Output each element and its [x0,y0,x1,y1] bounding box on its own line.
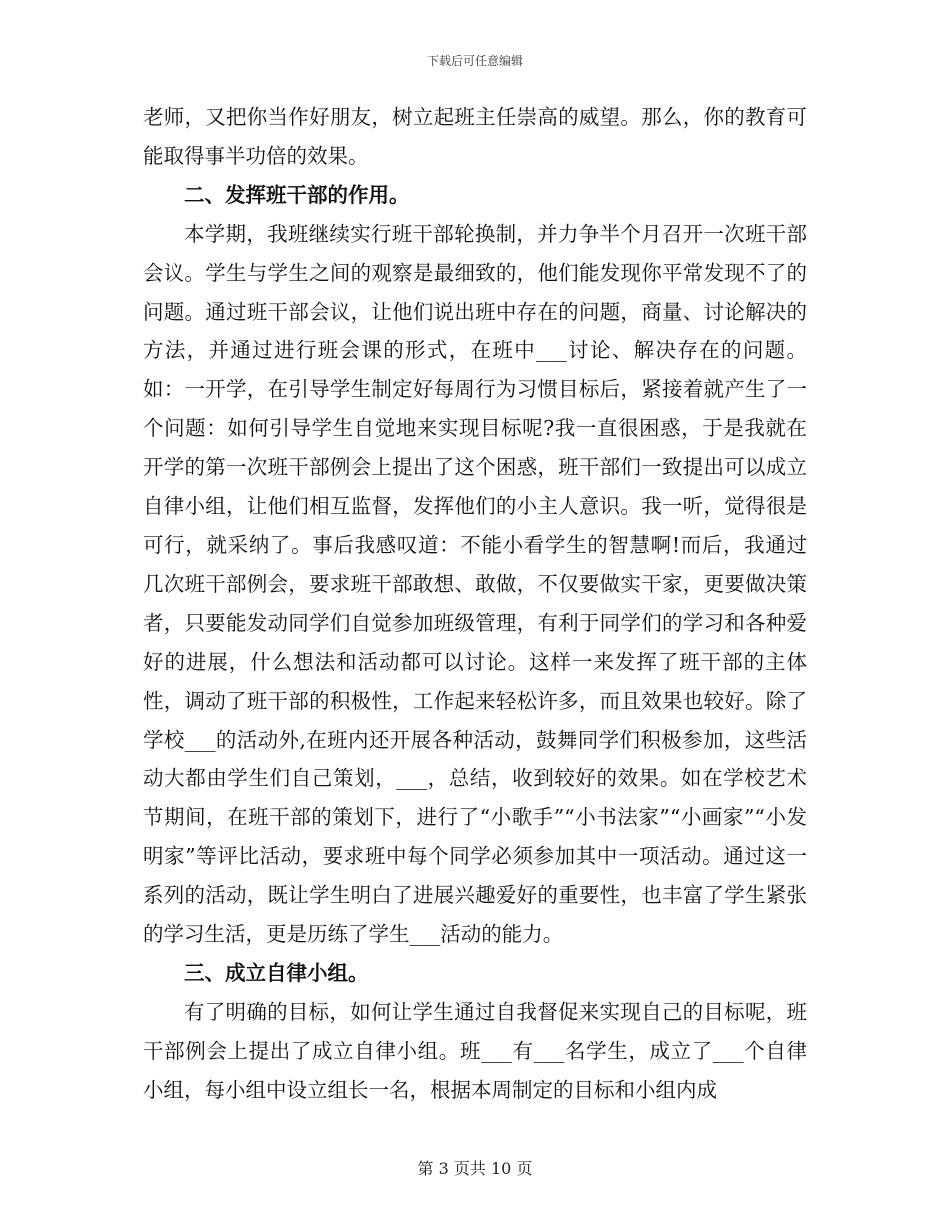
paragraph-class-cadres: 本学期，我班继续实行班干部轮换制，并力争半个月召开一次班干部会议。学生与学生之间的观察是最细致的，他们能发现你平常发现不了的问题。通过班干部会议，让他们说出班中存在的问题，商量、讨论解决的方法，并通过进行班会课的形式，在班中___讨论、解决存在的问题。如：一开学，在引导学生制定好每周行为习惯目标后，紧接着就产生了一个问题：如何引导学生自觉地来实现目标呢?我一直很困惑，于是我就在开学的第一次班干部例会上提出了这个困惑，班干部们一致提出可以成立自律小组，让他们相互监督，发挥他们的小主人意识。我一听，觉得很是可行，就采纳了。事后我感叹道：不能小看学生的智慧啊!而后，我通过几次班干部例会，要求班干部敢想、敢做，不仅要做实干家，更要做决策者，只要能发动同学们自觉参加班级管理，有利于同学们的学习和各种爱好的进展，什么想法和活动都可以讨论。这样一来发挥了班干部的主体性，调动了班干部的积极性，工作起来轻松许多，而且效果也较好。除了学校___的活动外,在班内还开展各种活动，鼓舞同学们积极参加，这些活动大都由学生们自己策划，___，总结，收到较好的效果。如在学校艺术节期间，在班干部的策划下，进行了“小歌手”“小书法家”“小画家”“小发明家”等评比活动，要求班中每个同学必须参加其中一项活动。通过这一系列的活动，既让学生明白了进展兴趣爱好的重要性，也丰富了学生紧张的学习生活，更是历练了学生___活动的能力。 [143,221,807,947]
section-heading-3: 三、成立自律小组。 [184,960,369,985]
paragraph-continuation: 老师，又把你当作好朋友，树立起班主任崇高的威望。那么，你的教育可能取得事半功倍的效果。 [143,105,807,168]
document-body [143,98,807,1110]
page-header-note: 下载后可任意编辑 [426,54,523,68]
paragraph-self-discipline: 有了明确的目标，如何让学生通过自我督促来实现自己的目标呢，班干部例会上提出了成立自律小组。班___有___名学生，成立了___个自律小组，每小组中设立组长一名，根据本周制定的目标和小组内成 [143,999,807,1102]
section-heading-2: 二、发挥班干部的作用。 [184,182,410,207]
page-number: 第 3 页共 10 页 [417,1159,533,1178]
